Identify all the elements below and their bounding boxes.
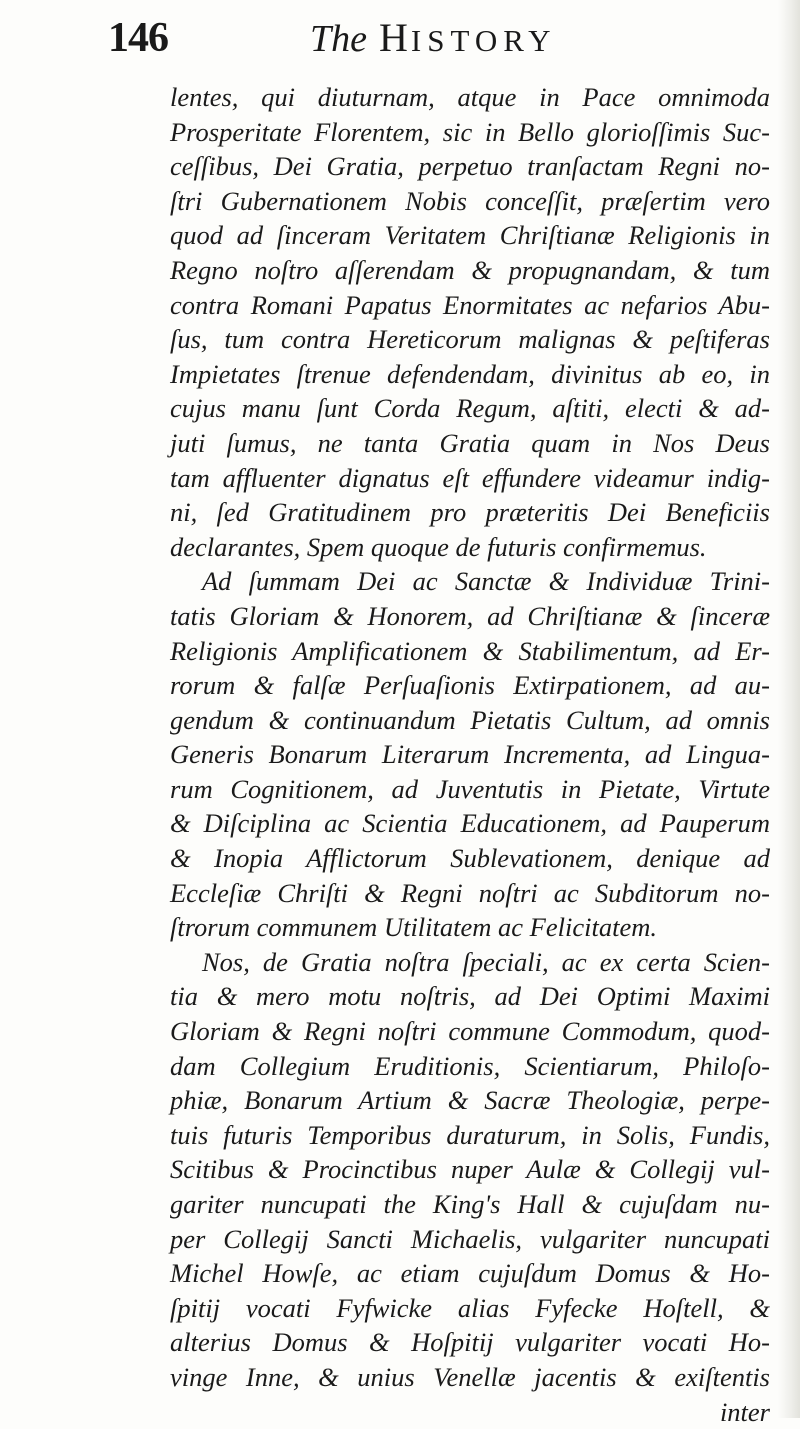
text-line: tia & mero motu noſtris, ad Dei Optimi Maximi: [170, 981, 770, 1012]
text-line: rorum & falſæ Perſuaſionis Extirpationem, ad au-: [170, 670, 770, 701]
page-number: 146: [108, 15, 168, 61]
text-line: Eccleſiæ Chriſti & Regni noſtri ac Subditorum no-: [170, 877, 770, 908]
text-line: ſus, tum contra Hereticorum malignas & peſtiferas: [170, 324, 770, 355]
running-title: [310, 14, 557, 61]
text-line: Generis Bonarum Literarum Incrementa, ad Lingua-: [170, 739, 770, 770]
text-line: Michel Howſe, ac etiam cujuſdum Domus & Ho-: [170, 1258, 770, 1289]
text-line: ſpitij vocati Fyfwicke alias Fyfecke Hoſtell, &: [170, 1292, 770, 1323]
text-line: Scitibus & Procinctibus nuper Aulæ & Collegij vul-: [170, 1154, 770, 1185]
text-line: contra Romani Papatus Enormitates ac nefarios Abu-: [170, 289, 770, 320]
text-line: ſtri Gubernationem Nobis conceſſit, præſertim vero: [170, 185, 770, 216]
text-line: quod ad ſinceram Veritatem Chriſtianæ Religionis in: [170, 220, 770, 251]
running-title-rest: ISTORY: [410, 23, 557, 58]
text-line: gendum & continuandum Pietatis Cultum, ad omnis: [170, 704, 770, 735]
text-line: Regno noſtro aſſerendam & propugnandam, & tum: [170, 254, 770, 285]
catchword: inter: [719, 1396, 770, 1427]
text-line: & Inopia Afflictorum Sublevationem, denique ad: [170, 843, 770, 874]
page-header: [0, 8, 800, 68]
text-line: Impietates ſtrenue defendendam, divinitus ab eo, in: [170, 358, 770, 389]
text-line: declarantes, Spem quoque de futuris confirmemus.: [170, 531, 707, 562]
running-title-initial: H: [379, 15, 411, 60]
text-line: tuis futuris Temporibus duraturum, in Solis, Fundis,: [170, 1119, 770, 1150]
text-line: alterius Domus & Hoſpitij vulgariter vocati Ho-: [170, 1327, 770, 1358]
text-line: per Collegij Sancti Michaelis, vulgariter nuncupati: [170, 1223, 770, 1254]
text-line: gariter nuncupati the King's Hall & cujuſdam nu-: [170, 1189, 770, 1219]
text-line: Prosperitate Florentem, sic in Bello glorioſſimis Suc-: [170, 116, 770, 147]
text-line: ni, ſed Gratitudinem pro præteritis Dei Beneficiis: [170, 497, 770, 528]
text-line: tam affluenter dignatus eſt effundere videamur indig-: [170, 462, 770, 493]
running-title-the: The: [310, 18, 367, 60]
text-line: rum Cognitionem, ad Juventutis in Pietate, Virtute: [170, 773, 770, 804]
text-line: phiæ, Bonarum Artium & Sacræ Theologiæ, perpe-: [170, 1085, 770, 1116]
paragraph-start-line: Ad ſummam Dei ac Sanctæ & Individuæ Trini-: [202, 566, 770, 597]
text-line: vinge Inne, & unius Venellæ jacentis & exiſtentis: [170, 1361, 770, 1392]
text-line: cujus manu ſunt Corda Regum, aſtiti, electi & ad-: [170, 393, 770, 424]
text-line: ſtrorum communem Utilitatem ac Felicitatem.: [170, 912, 657, 943]
body-text: [170, 80, 770, 1429]
text-line: Religionis Amplificationem & Stabilimentum, ad Er-: [170, 635, 770, 666]
text-line: tatis Gloriam & Honorem, ad Chriſtianæ & ſinceræ: [170, 600, 770, 631]
text-line: juti ſumus, ne tanta Gratia quam in Nos Deus: [170, 427, 770, 458]
text-line: dam Collegium Eruditionis, Scientiarum, Philoſo-: [170, 1050, 770, 1081]
text-line: ceſſibus, Dei Gratia, perpetuo tranſactam Regni no-: [170, 151, 770, 182]
text-line: lentes, qui diuturnam, atque in Pace omnimoda: [170, 82, 770, 112]
text-line: & Diſciplina ac Scientia Educationem, ad Pauperum: [170, 808, 770, 839]
paragraph-start-line: Nos, de Gratia noſtra ſpeciali, ac ex certa Scien-: [202, 946, 770, 977]
text-line: Gloriam & Regni noſtri commune Commodum, quod-: [170, 1016, 770, 1047]
page-edge: [778, 0, 800, 1418]
